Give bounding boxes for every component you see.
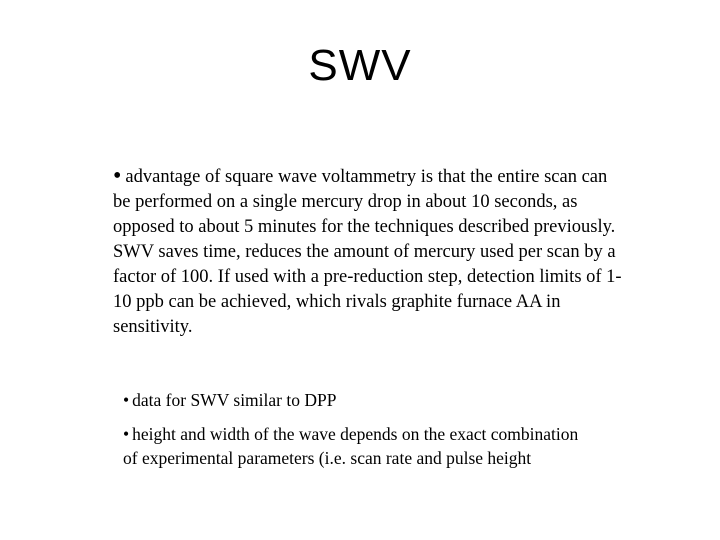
slide-title: SWV [308,41,412,90]
bullet-icon: • [123,390,130,410]
sub-bullet-text-2: height and width of the wave depends on the exact combination of experimental parameters (i.e. scan rate and pulse height [123,424,579,468]
bullet-icon: • [123,424,130,444]
sub-bullet-point-1 [123,388,593,412]
sub-bullet-text-1: data for SWV similar to DPP [132,390,337,410]
main-bullet-point [113,164,623,340]
sub-bullet-point-2 [123,422,593,470]
bullet-icon: • [113,163,122,189]
main-bullet-text: advantage of square wave voltammetry is that the entire scan can be performed on a single mercury drop in about 10 seconds, as opposed to about 5 minutes for the techniques described previously. SWV saves time, reduces the amount of mercury used per scan by a factor of 100. If used with a pre-reduction step, detection limits of 1-10 ppb can be achieved, which rivals graphite furnace AA in sensitivity. [113,167,622,337]
